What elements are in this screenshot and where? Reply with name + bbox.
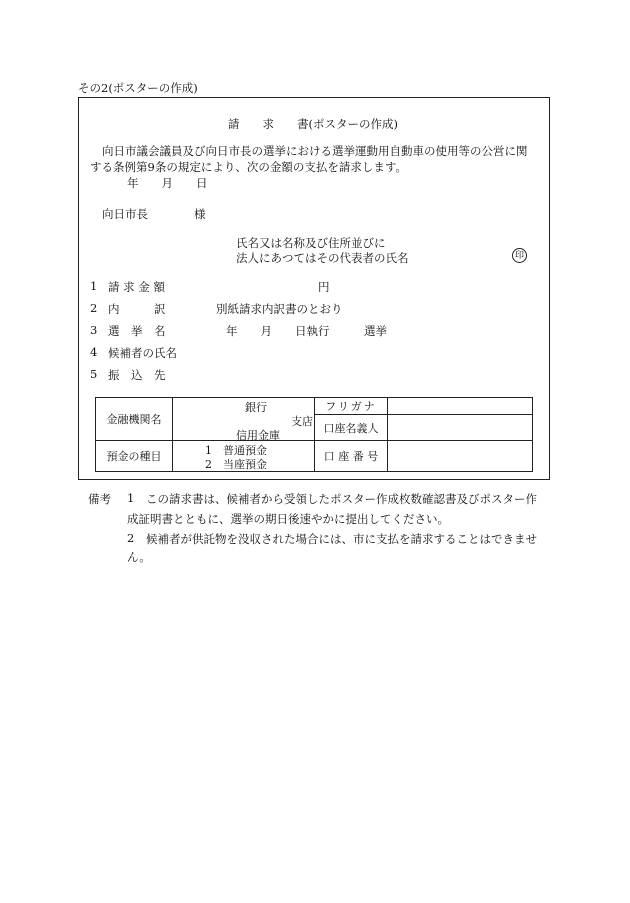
item-number-5: 5: [90, 367, 98, 381]
branch-label: 支店: [291, 415, 313, 428]
date-line: 年 月 日: [127, 176, 208, 190]
form-title: 請 求 書(ポスターの作成): [228, 117, 398, 131]
deposit-option-ordinary[interactable]: 1 普通預金: [205, 444, 267, 457]
deposit-option-current[interactable]: 2 当座預金: [205, 458, 267, 471]
account-number-label-cell: [315, 441, 388, 472]
item-label-election: 選 挙 名: [108, 324, 166, 338]
account-number-value-cell[interactable]: [388, 441, 533, 472]
item-number-1: 1: [90, 279, 98, 293]
note-1-number: 1: [127, 491, 135, 505]
item-value-breakdown: 別紙請求内訳書のとおり: [216, 302, 343, 316]
deposit-type-options-cell[interactable]: [173, 441, 315, 472]
notes-heading: 備考: [88, 492, 111, 506]
institution-label: 金融機関名: [106, 413, 162, 426]
note-2-line-1: 候補者が供託物を没収された場合には、市に支払を請求することはできませ: [146, 532, 537, 546]
item-label-candidate: 候補者の氏名: [108, 346, 177, 360]
furigana-label-cell: [315, 398, 388, 415]
institution-label-cell: [96, 398, 173, 441]
claimant-label-line-2: 法人にあつてはその代表者の氏名: [236, 251, 409, 265]
note-1-line-2: 成証明書とともに、選挙の期日後速やかに提出してください。: [127, 512, 449, 526]
deposit-type-label-cell: [96, 441, 173, 472]
holder-label: 口座名義人: [323, 421, 379, 435]
item-label-amount: 請 求 金 額: [108, 280, 165, 294]
item-number-4: 4: [90, 345, 98, 359]
furigana-value-cell[interactable]: [388, 398, 533, 415]
holder-label-cell: [315, 415, 388, 441]
body-text-line-1: 向日市議会議員及び向日市長の選挙における選挙運動用自動車の使用等の公営に関: [102, 144, 528, 158]
note-2-line-2: ん。: [127, 550, 151, 564]
item-label-transfer: 振 込 先: [108, 368, 166, 382]
holder-value-cell[interactable]: [388, 415, 533, 441]
institution-name-cell[interactable]: [173, 398, 315, 441]
note-2-number: 2: [127, 531, 135, 545]
body-text-line-2: する条例第9条の規定により、次の金額の支払を請求します。: [90, 160, 407, 174]
bank-label: 銀行: [245, 401, 267, 414]
deposit-type-label: 預金の種目: [106, 450, 162, 463]
note-1-line-1: この請求書は、候補者から受領したポスター作成枚数確認書及びポスター作: [146, 492, 537, 506]
item-value-election: 年 月 日執行 選挙: [226, 324, 387, 338]
item-value-amount: 円: [318, 280, 330, 294]
account-number-label: 口 座 番 号: [323, 450, 379, 463]
addressee: 向日市長 様: [102, 207, 206, 221]
furigana-label: フリガナ: [325, 400, 377, 413]
item-number-2: 2: [90, 301, 98, 315]
credit-union-label: 信用金庫: [236, 429, 280, 442]
seal-mark: 印: [512, 248, 527, 263]
form-caption: その2(ポスターの作成): [78, 81, 198, 95]
item-label-breakdown: 内 訳: [108, 302, 166, 316]
claimant-label-line-1: 氏名又は名称及び住所並びに: [236, 236, 386, 250]
item-number-3: 3: [90, 323, 98, 337]
bank-account-table: [95, 397, 533, 472]
